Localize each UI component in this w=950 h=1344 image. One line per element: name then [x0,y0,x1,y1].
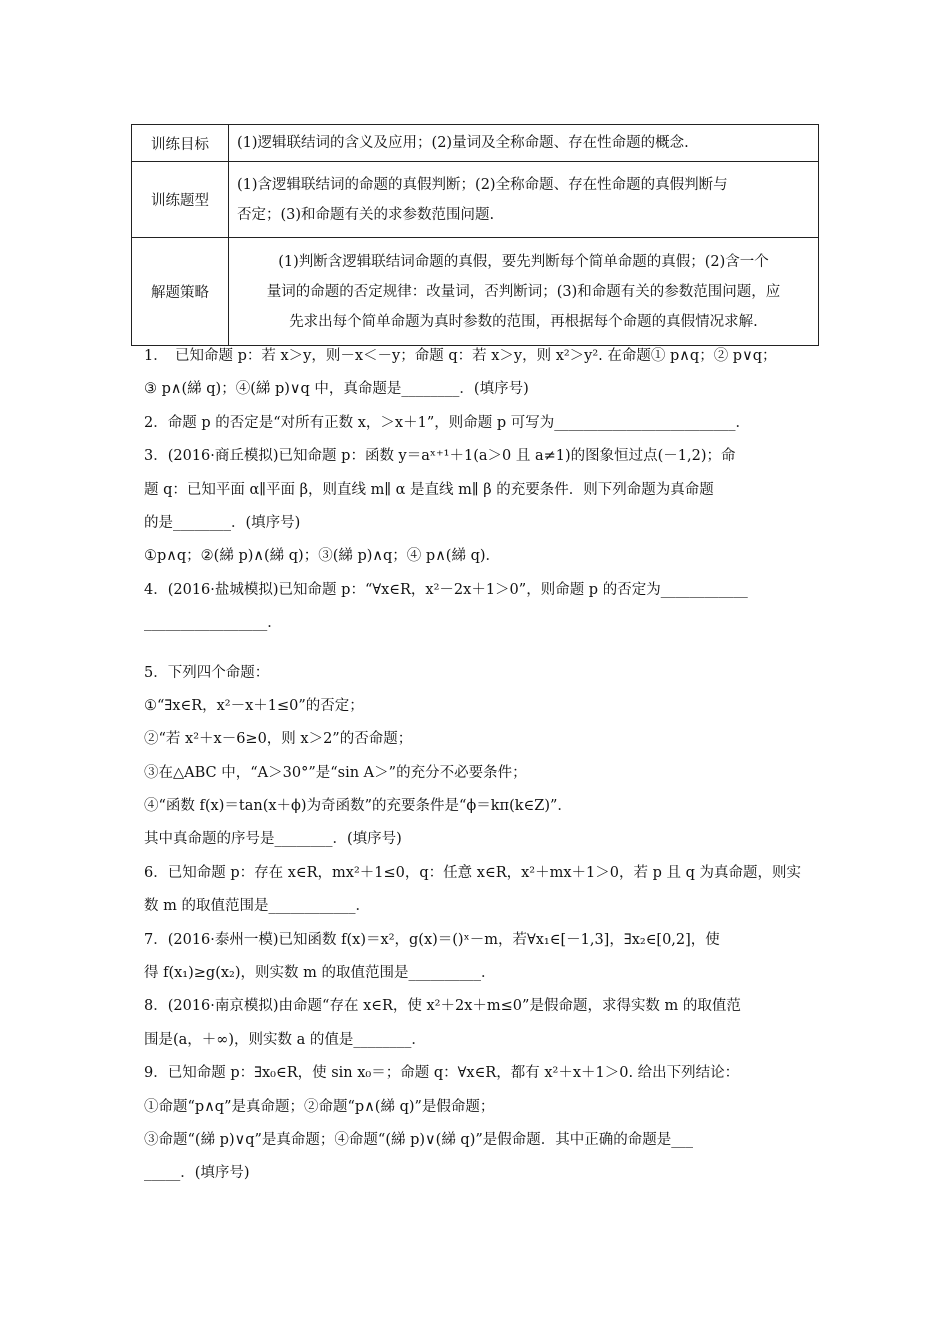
problem-line: ③在△ABC 中，“A＞30°”是“sin A＞”的充分不必要条件； [144,764,527,781]
spacer [144,641,824,657]
training-info-table [131,124,819,346]
row-line: 先求出每个简单命题为真时参数的范围，再根据每个命题的真假情况求解. [289,313,758,330]
problem-line: 的是________．(填序号) [144,514,301,531]
problem-list [144,340,824,1191]
problem-line: 2．命题 p 的否定是“对所有正数 x，＞x＋1”，则命题 p 可写为_________________________． [144,414,750,431]
problem-line: _____．(填序号) [144,1165,250,1182]
problem-line: _________________． [144,615,282,632]
problem-line: 8．(2016·南京模拟)由命题“存在 x∈R，使 x²＋2x＋m≤0”是假命题，求得实数 m 的取值范 [144,998,741,1015]
problem-line: 5．下列四个命题： [144,664,270,681]
problem-line: ③命题“(綈 p)∨q”是真命题；④命题“(綈 p)∨(綈 q)”是假命题．其中正确的命题是___ [144,1131,694,1148]
row-line: (1)含逻辑联结词的命题的真假判断；(2)全称命题、存在性命题的真假判断与 [237,176,728,193]
row-label: 训练题型 [132,162,229,238]
row-line: 否定；(3)和命题有关的求参数范围问题. [237,206,495,223]
problem-line: ①p∧q；②(綈 p)∧(綈 q)；③(綈 p)∧q；④ p∧(綈 q)． [144,548,501,565]
table-row [132,162,819,238]
problem-line: 6．已知命题 p：存在 x∈R，mx²＋1≤0，q：任意 x∈R，x²＋mx＋1＞0，若 p 且 q 为真命题，则实 [144,864,801,881]
problem-line: 3．(2016·商丘模拟)已知命题 p：函数 y＝aˣ⁺¹＋1(a＞0 且 a≠1)的图象恒过点(－1,2)；命 [144,448,736,465]
problem-line: ①“∃x∈R，x²－x＋1≤0”的否定； [144,697,364,714]
problem-line: 1． 已知命题 p：若 x＞y，则－x＜－y；命题 q：若 x＞y，则 x²＞y². 在命题① p∧q；② p∨q； [144,348,777,364]
row-content [229,238,819,346]
problem-line: 数 m 的取值范围是____________． [144,898,370,915]
problem-line: 7．(2016·泰州一模)已知函数 f(x)＝x²，g(x)＝()ˣ－m，若∀x₁∈[－1,3]，∃x₂∈[0,2]，使 [144,931,720,948]
row-label: 训练目标 [132,125,229,162]
problem-line: 得 f(x₁)≥g(x₂)，则实数 m 的取值范围是__________． [144,965,496,982]
row-line: (1)逻辑联结词的含义及应用；(2)量词及全称命题、存在性命题的概念. [237,135,689,151]
problem-line: 其中真命题的序号是________．(填序号) [144,831,402,848]
problem-line: 题 q：已知平面 α∥平面 β，则直线 m∥ α 是直线 m∥ β 的充要条件．则下列命题为真命题 [144,481,714,498]
problem-line: 围是(a，＋∞)，则实数 a 的值是________． [144,1031,426,1048]
row-line: 量词的命题的否定规律：改量词，否判断词；(3)和命题有关的参数范围问题，应 [266,283,781,300]
row-label: 解题策略 [132,238,229,346]
problem-line: ④“函数 f(x)＝tan(x＋ϕ)为奇函数”的充要条件是“ϕ＝kπ(k∈Z)”． [144,798,572,815]
problem-line: ①命题“p∧q”是真命题；②命题“p∧(綈 q)”是假命题； [144,1098,495,1115]
table-row [132,238,819,346]
row-content [229,162,819,238]
row-content [229,125,819,162]
row-line: (1)判断含逻辑联结词命题的真假，要先判断每个简单命题的真假；(2)含一个 [278,253,769,270]
problem-line: ③ p∧(綈 q)；④(綈 p)∨q 中，真命题是________．(填序号) [144,381,529,398]
table-row [132,125,819,162]
problem-line: 4．(2016·盐城模拟)已知命题 p：“∀x∈R，x²－2x＋1＞0”，则命题 p 的否定为____________ [144,581,748,598]
problem-line: ②“若 x²＋x－6≥0，则 x＞2”的否命题； [144,731,413,748]
problem-line: 9．已知命题 p：∃x₀∈R，使 sin x₀＝；命题 q：∀x∈R，都有 x²＋x＋1＞0. 给出下列结论： [144,1065,740,1082]
